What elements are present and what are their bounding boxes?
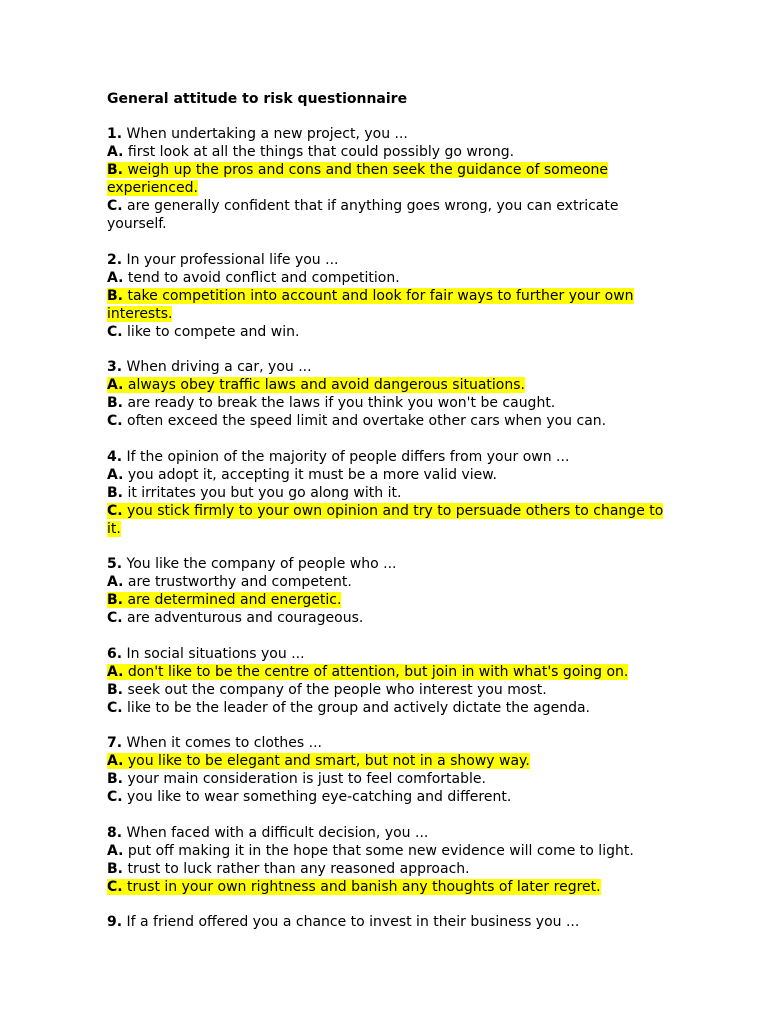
answer-option: [107, 609, 667, 627]
question-3: [107, 358, 667, 430]
answer-option: [107, 161, 667, 197]
question-line: [107, 824, 667, 842]
question-number: 8.: [107, 824, 123, 841]
questions-list: [107, 125, 667, 931]
answer-option: [107, 788, 667, 806]
answer-option: [107, 573, 667, 591]
answer-option: [107, 287, 667, 323]
answer-content: [107, 395, 555, 411]
answer-content: [107, 843, 634, 859]
answer-content: [107, 771, 486, 787]
answer-option: [107, 591, 667, 609]
option-text: trust in your own rightness and banish any thoughts of later regret.: [127, 878, 601, 895]
question-5: [107, 555, 667, 627]
question-1: [107, 125, 667, 233]
question-number: 5.: [107, 556, 123, 572]
question-2: [107, 251, 667, 341]
option-letter: A.: [107, 574, 124, 590]
answer-content: [107, 198, 618, 232]
option-letter: B.: [107, 287, 123, 304]
answer-option: [107, 484, 667, 502]
answer-content: [107, 485, 401, 501]
document-page: [107, 90, 667, 949]
option-letter: A.: [107, 466, 124, 483]
option-text: tend to avoid conflict and competition.: [127, 269, 400, 286]
answer-content: [107, 270, 400, 286]
question-number: 7.: [107, 735, 123, 751]
question-text: When faced with a difficult decision, you ...: [126, 824, 429, 841]
question-number: 6.: [107, 645, 123, 662]
answer-content: [107, 467, 497, 483]
option-text: you adopt it, accepting it must be a more valid view.: [127, 466, 497, 483]
answer-option: [107, 466, 667, 484]
option-letter: B.: [107, 162, 123, 178]
option-letter: B.: [107, 681, 123, 698]
highlighted-answer: [107, 664, 628, 680]
highlighted-answer: [107, 753, 530, 769]
question-9: [107, 913, 667, 931]
option-letter: A.: [107, 753, 124, 769]
question-number: 3.: [107, 359, 123, 375]
answer-option: [107, 412, 667, 430]
highlighted-answer: [107, 288, 634, 322]
option-letter: B.: [107, 484, 123, 501]
option-letter: A.: [107, 663, 124, 680]
answer-option: [107, 842, 667, 860]
option-text: first look at all the things that could possibly go wrong.: [127, 144, 515, 160]
option-letter: A.: [107, 269, 124, 286]
question-6: [107, 645, 667, 717]
option-text: your main consideration is just to feel comfortable.: [127, 771, 486, 787]
option-letter: B.: [107, 395, 123, 411]
answer-option: [107, 197, 667, 233]
answer-option: [107, 376, 667, 394]
option-letter: C.: [107, 413, 123, 429]
question-text: In your professional life you ...: [126, 251, 339, 268]
answer-option: [107, 502, 667, 538]
question-4: [107, 448, 667, 538]
answer-option: [107, 394, 667, 412]
answer-option: [107, 323, 667, 341]
option-letter: B.: [107, 592, 123, 608]
question-line: [107, 251, 667, 269]
option-text: are determined and energetic.: [127, 592, 342, 608]
option-letter: C.: [107, 699, 123, 716]
option-letter: C.: [107, 502, 123, 519]
answer-option: [107, 681, 667, 699]
question-8: [107, 824, 667, 896]
option-text: put off making it in the hope that some new evidence will come to light.: [127, 842, 634, 859]
question-number: 2.: [107, 251, 123, 268]
answer-content: [107, 574, 352, 590]
document-title: General attitude to risk questionnaire: [107, 91, 408, 107]
answer-option: [107, 770, 667, 788]
answer-content: [107, 700, 590, 716]
option-letter: B.: [107, 771, 123, 787]
option-text: are ready to break the laws if you think you won't be caught.: [127, 395, 556, 411]
option-text: seek out the company of the people who interest you most.: [127, 681, 547, 698]
option-letter: B.: [107, 860, 123, 877]
option-letter: C.: [107, 610, 123, 626]
question-line: [107, 645, 667, 663]
option-text: take competition into account and look for fair ways to further your own interests.: [107, 287, 634, 322]
question-line: [107, 913, 667, 931]
question-text: If a friend offered you a chance to invest in their business you ...: [126, 914, 580, 930]
question-text: You like the company of people who ...: [126, 556, 397, 572]
question-line: [107, 125, 667, 143]
answer-option: [107, 699, 667, 717]
option-letter: C.: [107, 789, 123, 805]
question-text: When undertaking a new project, you ...: [126, 126, 408, 142]
question-line: [107, 448, 667, 466]
option-text: like to compete and win.: [127, 323, 300, 340]
option-letter: A.: [107, 144, 124, 160]
option-text: like to be the leader of the group and actively dictate the agenda.: [127, 699, 591, 716]
answer-content: [107, 413, 606, 429]
answer-content: [107, 610, 363, 626]
option-letter: C.: [107, 198, 123, 214]
question-7: [107, 734, 667, 806]
question-line: [107, 734, 667, 752]
option-letter: A.: [107, 377, 124, 393]
answer-option: [107, 860, 667, 878]
highlighted-answer: [107, 879, 601, 895]
question-line: [107, 358, 667, 376]
option-text: you like to wear something eye-catching and different.: [127, 789, 512, 805]
answer-content: [107, 324, 299, 340]
option-text: don't like to be the centre of attention, but join in with what's going on.: [127, 663, 629, 680]
answer-content: [107, 789, 511, 805]
question-text: If the opinion of the majority of people differs from your own ...: [126, 448, 570, 465]
option-letter: C.: [107, 323, 123, 340]
highlighted-answer: [107, 592, 341, 608]
option-text: are adventurous and courageous.: [127, 610, 364, 626]
question-text: When it comes to clothes ...: [126, 735, 322, 751]
highlighted-answer: [107, 503, 663, 537]
question-number: 4.: [107, 448, 123, 465]
answer-option: [107, 663, 667, 681]
question-text: In social situations you ...: [126, 645, 305, 662]
answer-content: [107, 861, 470, 877]
question-number: 1.: [107, 126, 123, 142]
answer-content: [107, 144, 514, 160]
highlighted-answer: [107, 377, 525, 393]
option-text: often exceed the speed limit and overtake other cars when you can.: [127, 413, 607, 429]
option-letter: A.: [107, 842, 124, 859]
highlighted-answer: [107, 162, 608, 196]
answer-option: [107, 269, 667, 287]
question-line: [107, 555, 667, 573]
option-text: are trustworthy and competent.: [127, 574, 352, 590]
question-text: When driving a car, you ...: [126, 359, 312, 375]
option-text: you stick firmly to your own opinion and try to persuade others to change to it.: [107, 502, 664, 537]
option-letter: C.: [107, 878, 123, 895]
question-number: 9.: [107, 914, 123, 930]
option-text: always obey traffic laws and avoid dangerous situations.: [127, 377, 525, 393]
answer-option: [107, 143, 667, 161]
option-text: are generally confident that if anything goes wrong, you can extricate yourself.: [107, 198, 619, 232]
option-text: trust to luck rather than any reasoned approach.: [127, 860, 470, 877]
option-text: it irritates you but you go along with it.: [127, 484, 402, 501]
answer-option: [107, 752, 667, 770]
answer-content: [107, 682, 547, 698]
option-text: weigh up the pros and cons and then seek the guidance of someone experienced.: [107, 162, 609, 196]
option-text: you like to be elegant and smart, but not in a showy way.: [127, 753, 530, 769]
answer-option: [107, 878, 667, 896]
